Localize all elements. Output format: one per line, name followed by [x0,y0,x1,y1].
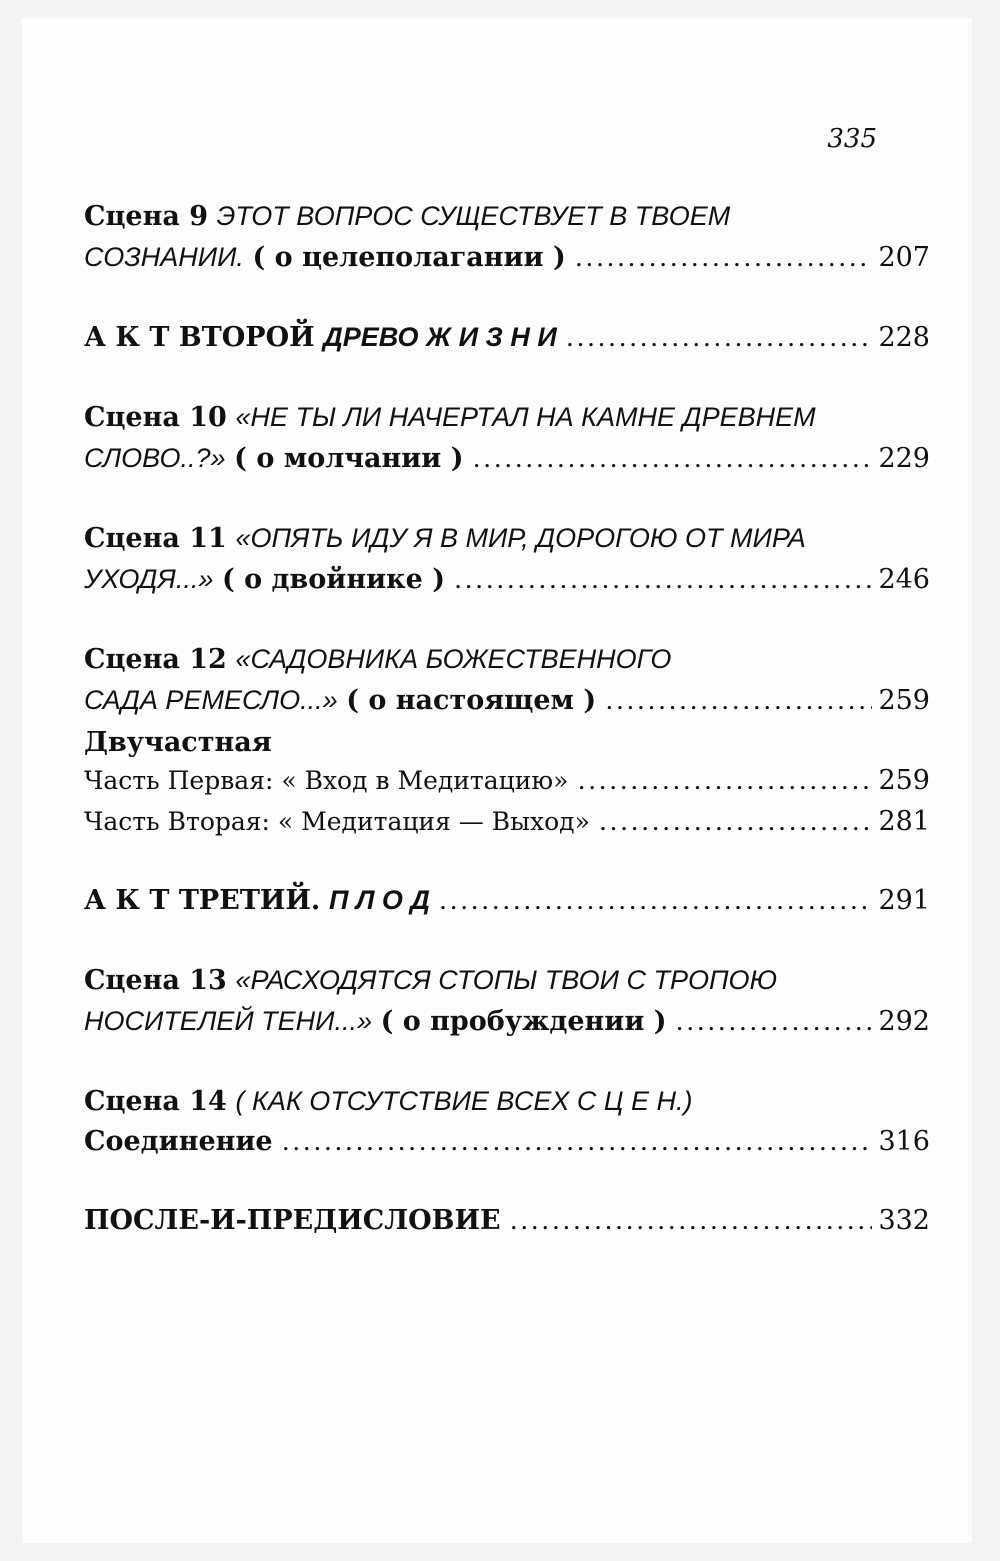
scene-label: Сцена 11 [84,523,227,554]
page-ref: 259 [878,765,930,796]
dot-leader [440,881,873,924]
scene-title-cont: УХОДЯ...» [84,564,214,594]
scene-label: Сцена 9 [84,201,209,232]
page-ref: 291 [878,885,930,916]
toc-entry-scene-12[interactable] [84,639,930,844]
toc-entry-scene-14[interactable] [84,1081,930,1165]
dot-leader [576,238,873,281]
scene-title-cont: НОСИТЕЛЕЙ ТЕНИ...» [84,1006,372,1036]
scene-label: Сцена 13 [84,965,227,996]
dot-leader [606,681,872,724]
dot-leader [600,803,873,844]
scene-topic: ( о настоящем ) [346,685,597,716]
scene-label: Сцена 10 [84,402,227,433]
scene-title-cont: СОЗНАНИИ. [84,242,244,272]
scene-title: ( КАК ОТСУТСТВИЕ ВСЕХ С Ц Е Н.) [235,1086,693,1116]
scene-title-cont: СЛОВО..?» [84,443,226,473]
scene-topic: ( о двойнике ) [221,564,445,595]
toc-entry-act-2[interactable] [84,317,930,361]
page-ref: 228 [878,322,930,353]
part-title: Часть Вторая: « Медитация — Выход» [84,807,590,836]
dot-leader [677,1002,873,1045]
dot-leader [474,439,873,482]
page-ref: 281 [878,806,930,837]
dot-leader [283,1122,873,1165]
afterword-label: ПОСЛЕ-И-ПРЕДИСЛОВИЕ [84,1205,501,1236]
book-page [22,18,972,1543]
toc-subentry-part-2[interactable] [84,803,930,844]
page-ref: 246 [878,564,930,595]
dot-leader [567,318,873,361]
dot-leader [455,560,872,603]
scene-title: ЭТОТ ВОПРОС СУЩЕСТВУЕТ В ТВОЕМ [216,201,731,231]
page-ref: 207 [878,242,930,273]
scene-title-cont: САДА РЕМЕСЛО...» [84,685,338,715]
toc-entry-scene-9[interactable] [84,196,930,281]
page-number: 335 [827,124,877,154]
scene-topic: ( о молчании ) [234,443,464,474]
act-label: А К Т ТРЕТИЙ. [84,885,321,916]
act-title: П Л О Д [328,885,430,915]
scene-topic: ( о целеполагании ) [252,242,566,273]
toc-entry-scene-13[interactable] [84,960,930,1045]
page-ref: 316 [878,1126,930,1157]
scene-title: «НЕ ТЫ ЛИ НАЧЕРТАЛ НА КАМНЕ ДРЕВНЕМ [235,402,816,432]
dot-leader [578,762,872,803]
page-ref: 292 [878,1006,930,1037]
scene-label: Сцена 14 [84,1086,227,1117]
dot-leader [511,1201,873,1244]
scene-topic: ( о пробуждении ) [380,1006,667,1037]
scene-title: «ОПЯТЬ ИДУ Я В МИР, ДОРОГОЮ ОТ МИРА [235,523,806,553]
scene-title: «САДОВНИКА БОЖЕСТВЕННОГО [235,644,672,674]
scene-title: «РАСХОДЯТСЯ СТОПЫ ТВОИ С ТРОПОЮ [235,965,778,995]
act-title: ДРЕВО Ж И З Н И [323,322,557,352]
page-ref: 332 [878,1205,930,1236]
page-ref: 229 [878,443,930,474]
toc-entry-scene-10[interactable] [84,397,930,482]
subheading: Двучастная [84,727,272,758]
page-ref: 259 [878,685,930,716]
part-title: Часть Первая: « Вход в Медитацию» [84,766,569,795]
toc-entry-afterword[interactable] [84,1201,930,1244]
toc-entry-act-3[interactable] [84,880,930,924]
table-of-contents [84,196,930,1244]
act-label: А К Т ВТОРОЙ [84,322,315,353]
scene-subtitle: Соединение [84,1126,273,1157]
scene-label: Сцена 12 [84,644,227,675]
toc-subentry-part-1[interactable] [84,762,930,803]
toc-entry-scene-11[interactable] [84,518,930,603]
